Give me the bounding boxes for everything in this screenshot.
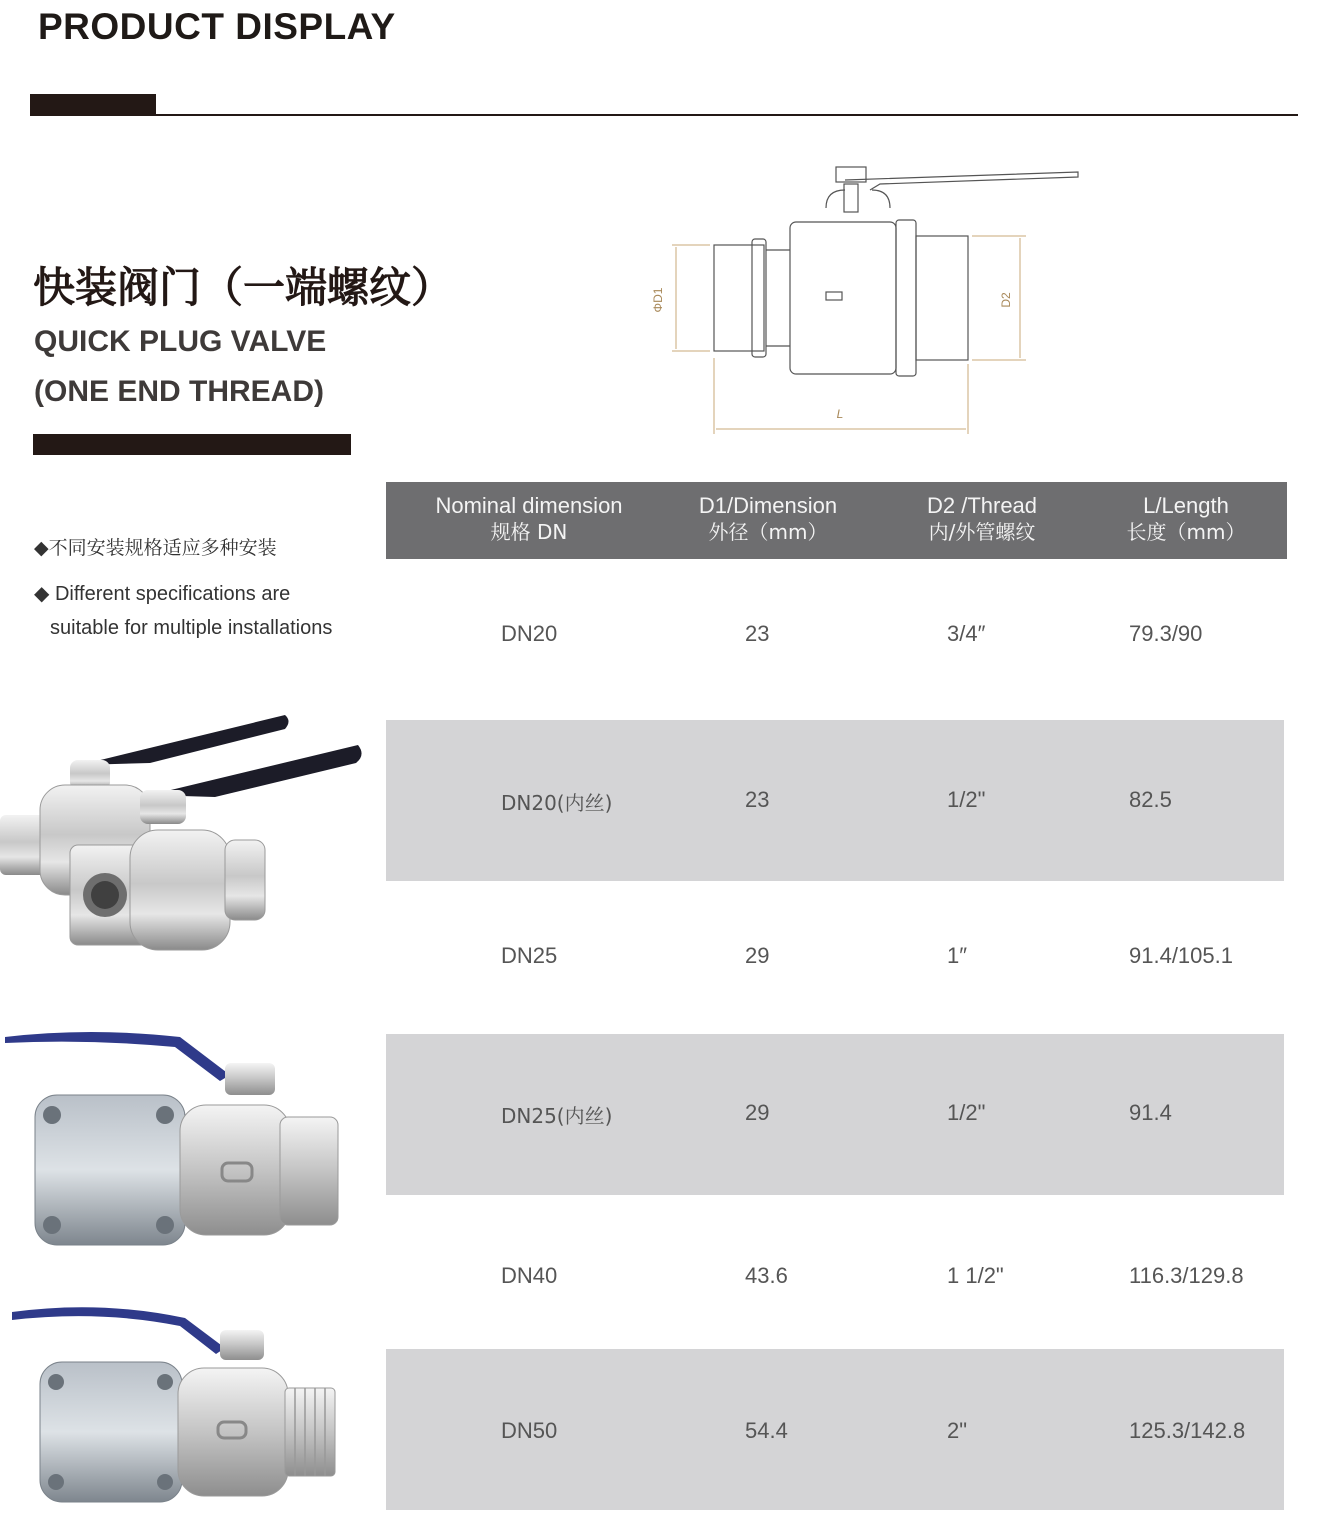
cell-d1: 43.6 xyxy=(745,1263,788,1288)
cell-d2: 1/2" xyxy=(947,787,986,812)
page-title: PRODUCT DISPLAY xyxy=(38,6,396,47)
col-header-nominal: Nominal dimension 规格 DN xyxy=(435,493,623,544)
cell-dn: DN50 xyxy=(501,1418,558,1443)
table-row xyxy=(386,1034,1284,1195)
ball-valve-pair-photo xyxy=(0,705,370,960)
feature-text-en-line2: suitable for multiple installations xyxy=(50,617,333,639)
table-row xyxy=(386,1349,1284,1510)
product-title-en-line1: QUICK PLUG VALVE xyxy=(34,325,327,358)
col-header-length: L/Length 长度（mm） xyxy=(1126,493,1246,544)
drawing-label-l: L xyxy=(836,407,844,421)
drawing-label-d2: D2 xyxy=(999,292,1013,308)
title-accent-bar xyxy=(30,94,156,116)
col-header-d2: D2 /Thread 内/外管螺纹 xyxy=(926,493,1038,544)
feature-text-cn: ◆不同安装规格适应多种安装 xyxy=(34,537,277,559)
cell-d1: 29 xyxy=(745,943,770,968)
valve-technical-drawing xyxy=(640,150,1090,450)
cell-d2: 1 1/2" xyxy=(947,1263,1004,1288)
cell-length: 79.3/90 xyxy=(1129,621,1203,646)
product-title-en-line2: (ONE END THREAD) xyxy=(34,375,324,408)
cell-dn: DN25(内丝) xyxy=(501,1104,613,1128)
cell-length: 82.5 xyxy=(1129,787,1172,812)
cell-d2: 1/2" xyxy=(947,1100,986,1125)
quick-plug-valve-female-photo xyxy=(0,1025,360,1250)
title-divider xyxy=(156,114,1298,116)
col-header-d1: D1/Dimension 外径（mm） xyxy=(698,493,838,544)
feature-text-en-line1: ◆ Different specifications are xyxy=(34,583,291,605)
cell-d1: 54.4 xyxy=(745,1418,788,1443)
cell-length: 116.3/129.8 xyxy=(1129,1263,1244,1288)
cell-d2: 2" xyxy=(947,1418,968,1443)
quick-plug-valve-male-photo xyxy=(0,1300,350,1515)
cell-d1: 23 xyxy=(745,787,770,812)
cell-dn: DN25 xyxy=(501,943,558,968)
product-title-cn: 快装阀门（一端螺纹） xyxy=(33,263,454,312)
cell-dn: DN40 xyxy=(501,1263,558,1288)
cell-length: 125.3/142.8 xyxy=(1129,1418,1246,1443)
cell-d2: 1″ xyxy=(947,943,968,968)
table-row xyxy=(386,559,1284,719)
table-row xyxy=(386,720,1284,881)
cell-dn: DN20(内丝) xyxy=(501,791,613,815)
cell-dn: DN20 xyxy=(501,621,558,646)
cell-d1: 29 xyxy=(745,1100,770,1125)
cell-d1: 23 xyxy=(745,621,770,646)
cell-d2: 3/4″ xyxy=(947,621,986,646)
cell-length: 91.4/105.1 xyxy=(1129,943,1233,968)
table-row xyxy=(386,881,1284,1034)
drawing-label-d1: ΦD1 xyxy=(651,287,665,313)
spec-table-header xyxy=(386,482,1287,559)
product-title-underline xyxy=(33,434,351,455)
table-row xyxy=(386,1195,1284,1349)
cell-length: 91.4 xyxy=(1129,1100,1172,1125)
